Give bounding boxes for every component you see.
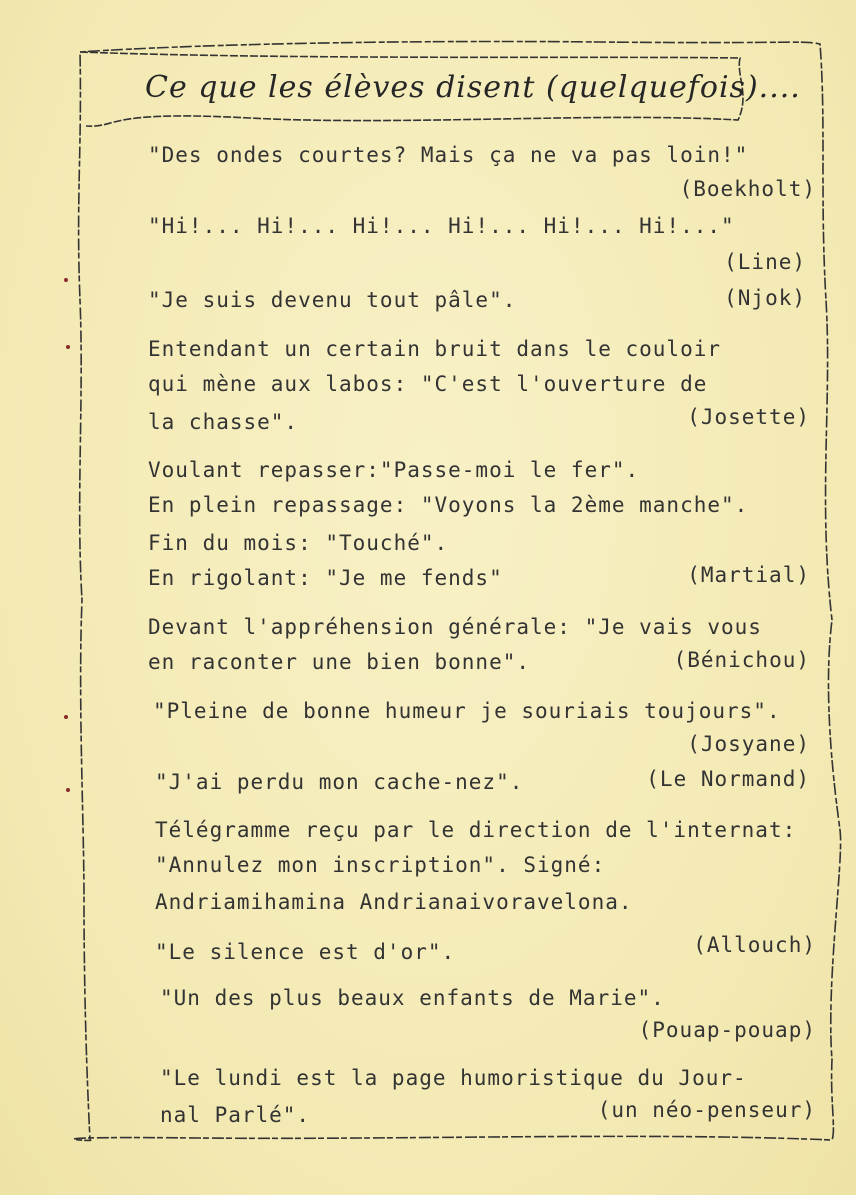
quote-4-line-1: Entendant un certain bruit dans le couloir [148, 337, 722, 361]
quote-6-line-2: en raconter une bien bonne". [148, 650, 531, 674]
quote-7-line-1: "Pleine de bonne humeur je souriais toujours". [153, 699, 781, 723]
quote-5-author: (Martial) [687, 563, 810, 587]
quote-10-line-1: "Le silence est d'or". [155, 940, 456, 964]
quote-9-line-2: "Annulez mon inscription". Signé: [155, 853, 606, 877]
quote-8-line-1: "J'ai perdu mon cache-nez". [155, 770, 524, 794]
quote-6-author: (Bénichou) [673, 648, 810, 672]
quote-7-author: (Josyane) [687, 732, 810, 756]
quote-11-author: (Pouap-pouap) [638, 1018, 816, 1042]
quote-6-line-1: Devant l'appréhension générale: "Je vais vous [148, 615, 762, 639]
quote-2-line-1: "Hi!... Hi!... Hi!... Hi!... Hi!... Hi!..." [148, 214, 735, 238]
quote-9-line-1: Télégramme reçu par le direction de l'internat: [155, 818, 797, 842]
quote-12-line-2: nal Parlé". [160, 1103, 311, 1127]
page-title: Ce que les élèves disent (quelquefois).... [145, 70, 801, 105]
ink-mark [64, 715, 68, 719]
quote-2-author: (Line) [724, 250, 806, 274]
quote-4-line-3: la chasse". [148, 410, 299, 434]
quote-5-line-3: Fin du mois: "Touché". [148, 531, 449, 555]
quote-3-author: (Njok) [724, 286, 806, 310]
quote-4-author: (Josette) [687, 405, 810, 429]
quote-12-author: (un néo-penseur) [597, 1098, 816, 1122]
quote-5-line-4: En rigolant: "Je me fends" [148, 566, 503, 590]
quote-3-line-1: "Je suis devenu tout pâle". [148, 288, 517, 312]
quote-1-author: (Boekholt) [679, 177, 816, 201]
ink-mark [66, 788, 70, 792]
quote-10-author: (Allouch) [693, 933, 816, 957]
quote-8-author: (Le Normand) [646, 767, 810, 791]
quote-1-line-1: "Des ondes courtes? Mais ça ne va pas loin!" [148, 143, 749, 167]
quote-4-line-2: qui mène aux labos: "C'est l'ouverture de [148, 372, 708, 396]
quote-9-line-3: Andriamihamina Andrianaivoravelona. [155, 890, 633, 914]
ink-mark [64, 278, 68, 282]
quote-12-line-1: "Le lundi est la page humoristique du Jour- [160, 1066, 747, 1090]
quote-11-line-1: "Un des plus beaux enfants de Marie". [160, 986, 665, 1010]
ink-mark [66, 345, 70, 349]
quote-5-line-2: En plein repassage: "Voyons la 2ème manche". [148, 493, 749, 517]
quote-5-line-1: Voulant repasser:"Passe-moi le fer". [148, 458, 640, 482]
